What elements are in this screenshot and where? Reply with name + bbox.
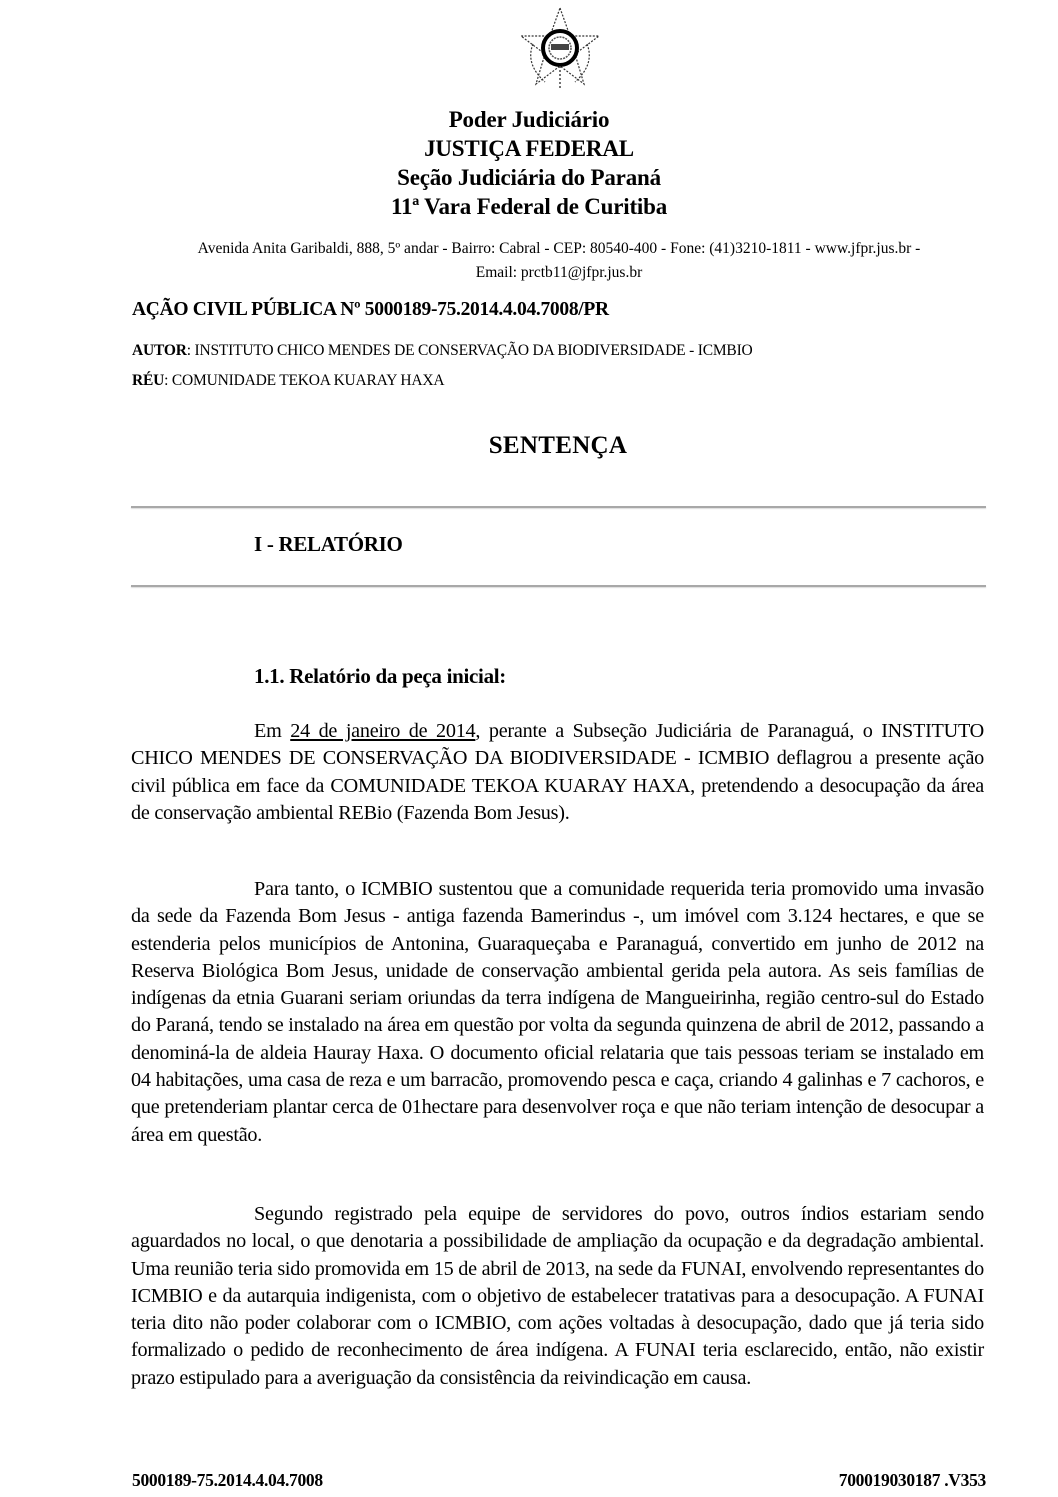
reu-value: : COMUNIDADE TEKOA KUARAY HAXA — [164, 372, 445, 389]
section-title: I - RELATÓRIO — [254, 532, 403, 556]
header-line-1: Poder Judiciário — [448, 107, 610, 132]
address-line-1: Avenida Anita Garibaldi, 888, 5º andar - Bairro: Cabral - CEP: 80540-400 - Fone: (41)3210-1811 - www.jfpr.jus.br - — [197, 240, 921, 257]
party-autor — [132, 342, 753, 360]
divider-bottom — [131, 585, 986, 587]
party-reu — [132, 372, 444, 390]
paragraph-1-prefix: Em — [254, 720, 291, 742]
header-line-4: 11ª Vara Federal de Curitiba — [390, 194, 667, 219]
autor-value: : INSTITUTO CHICO MENDES DE CONSERVAÇÃO DA BIODIVERSIDADE - ICMBIO — [186, 342, 753, 359]
reu-label: RÉU — [132, 372, 165, 389]
document-heading: SENTENÇA — [488, 432, 628, 459]
coat-of-arms-icon — [515, 4, 605, 94]
date-underlined: 24 de janeiro de 2014 — [290, 720, 476, 742]
paragraph-1 — [131, 718, 984, 827]
paragraph-2: Para tanto, o ICMBIO sustentou que a comunidade requerida teria promovido uma invasão da sede da Fazenda Bom Jesus - antiga fazenda Bamerindus -, um imóvel com 3.124 hectares, e que se estenderia pelos municípios de Antonina, Guaraqueçaba e Paranaguá, convertido em junho de 2012 na Reserva Biológica Bom Jesus, unidade de conservação ambiental gerida pela autora. As seis famílias de indígenas da etnia Guarani seriam oriundas da terra indígena de Mangueirinha, região centro-sul do Estado do Paraná, tendo se instalado na área em questão por volta da segunda quinzena de abril de 2012, passando a denominá-la de aldeia Hauray Haxa. O documento oficial relataria que tais pessoas teriam se instalado em 04 habitações, uma casa de reza e um barracão, promovendo pesca e caça, criando 4 galinhas e 7 cachoros, e que pretenderiam plantar cerca de 01hectare para desenvolver roça e que não teriam intenção de desocupar a área em questão. — [131, 878, 984, 1146]
header-line-3: Seção Judiciária do Paraná — [397, 165, 661, 190]
court-address — [130, 237, 988, 285]
footer-document-code: 700019030187 .V353 — [838, 1470, 986, 1490]
paragraph-1-text: , perante a Subseção Judiciária de Paranaguá, o INSTITUTO CHICO MENDES DE CONSERVAÇÃO DA BIODIVERSIDADE - ICMBIO deflagrou a presente ação civil pública em face da COMUNIDADE TEKOA KUARAY HAXA, pretendendo a desocupação da área de conservação ambiental REBio (Fazenda Bom Jesus). — [131, 720, 984, 824]
case-title: AÇÃO CIVIL PÚBLICA Nº 5000189-75.2014.4.04.7008/PR — [132, 299, 609, 320]
paragraph-3: Segundo registrado pela equipe de servidores do povo, outros índios estariam sendo aguardados no local, o que denotaria a possibilidade de ampliação da ocupação e da degradação ambiental. Uma reunião teria sido promovida em 15 de abril de 2013, na sede da FUNAI, envolvendo representantes do ICMBIO e da autarquia indigenista, com o objetivo de estabelecer tratativas para a desocupação. A FUNAI teria dito não poder colaborar com o ICMBIO, com ações voltadas à desocupação, dado que já teria sido formalizado o pedido de reconhecimento de área indígena. A FUNAI teria esclarecido, então, não existir prazo estipulado para a averiguação da consistência da reivindicação em causa. — [131, 1203, 984, 1389]
autor-label: AUTOR — [132, 342, 187, 359]
divider-top — [131, 506, 986, 508]
address-line-2: Email: prctb11@jfpr.jus.br — [475, 264, 643, 281]
footer-process-number: 5000189-75.2014.4.04.7008 — [132, 1470, 323, 1490]
subsection-title: 1.1. Relatório da peça inicial: — [254, 664, 507, 688]
header-line-2: JUSTIÇA FEDERAL — [424, 136, 634, 161]
